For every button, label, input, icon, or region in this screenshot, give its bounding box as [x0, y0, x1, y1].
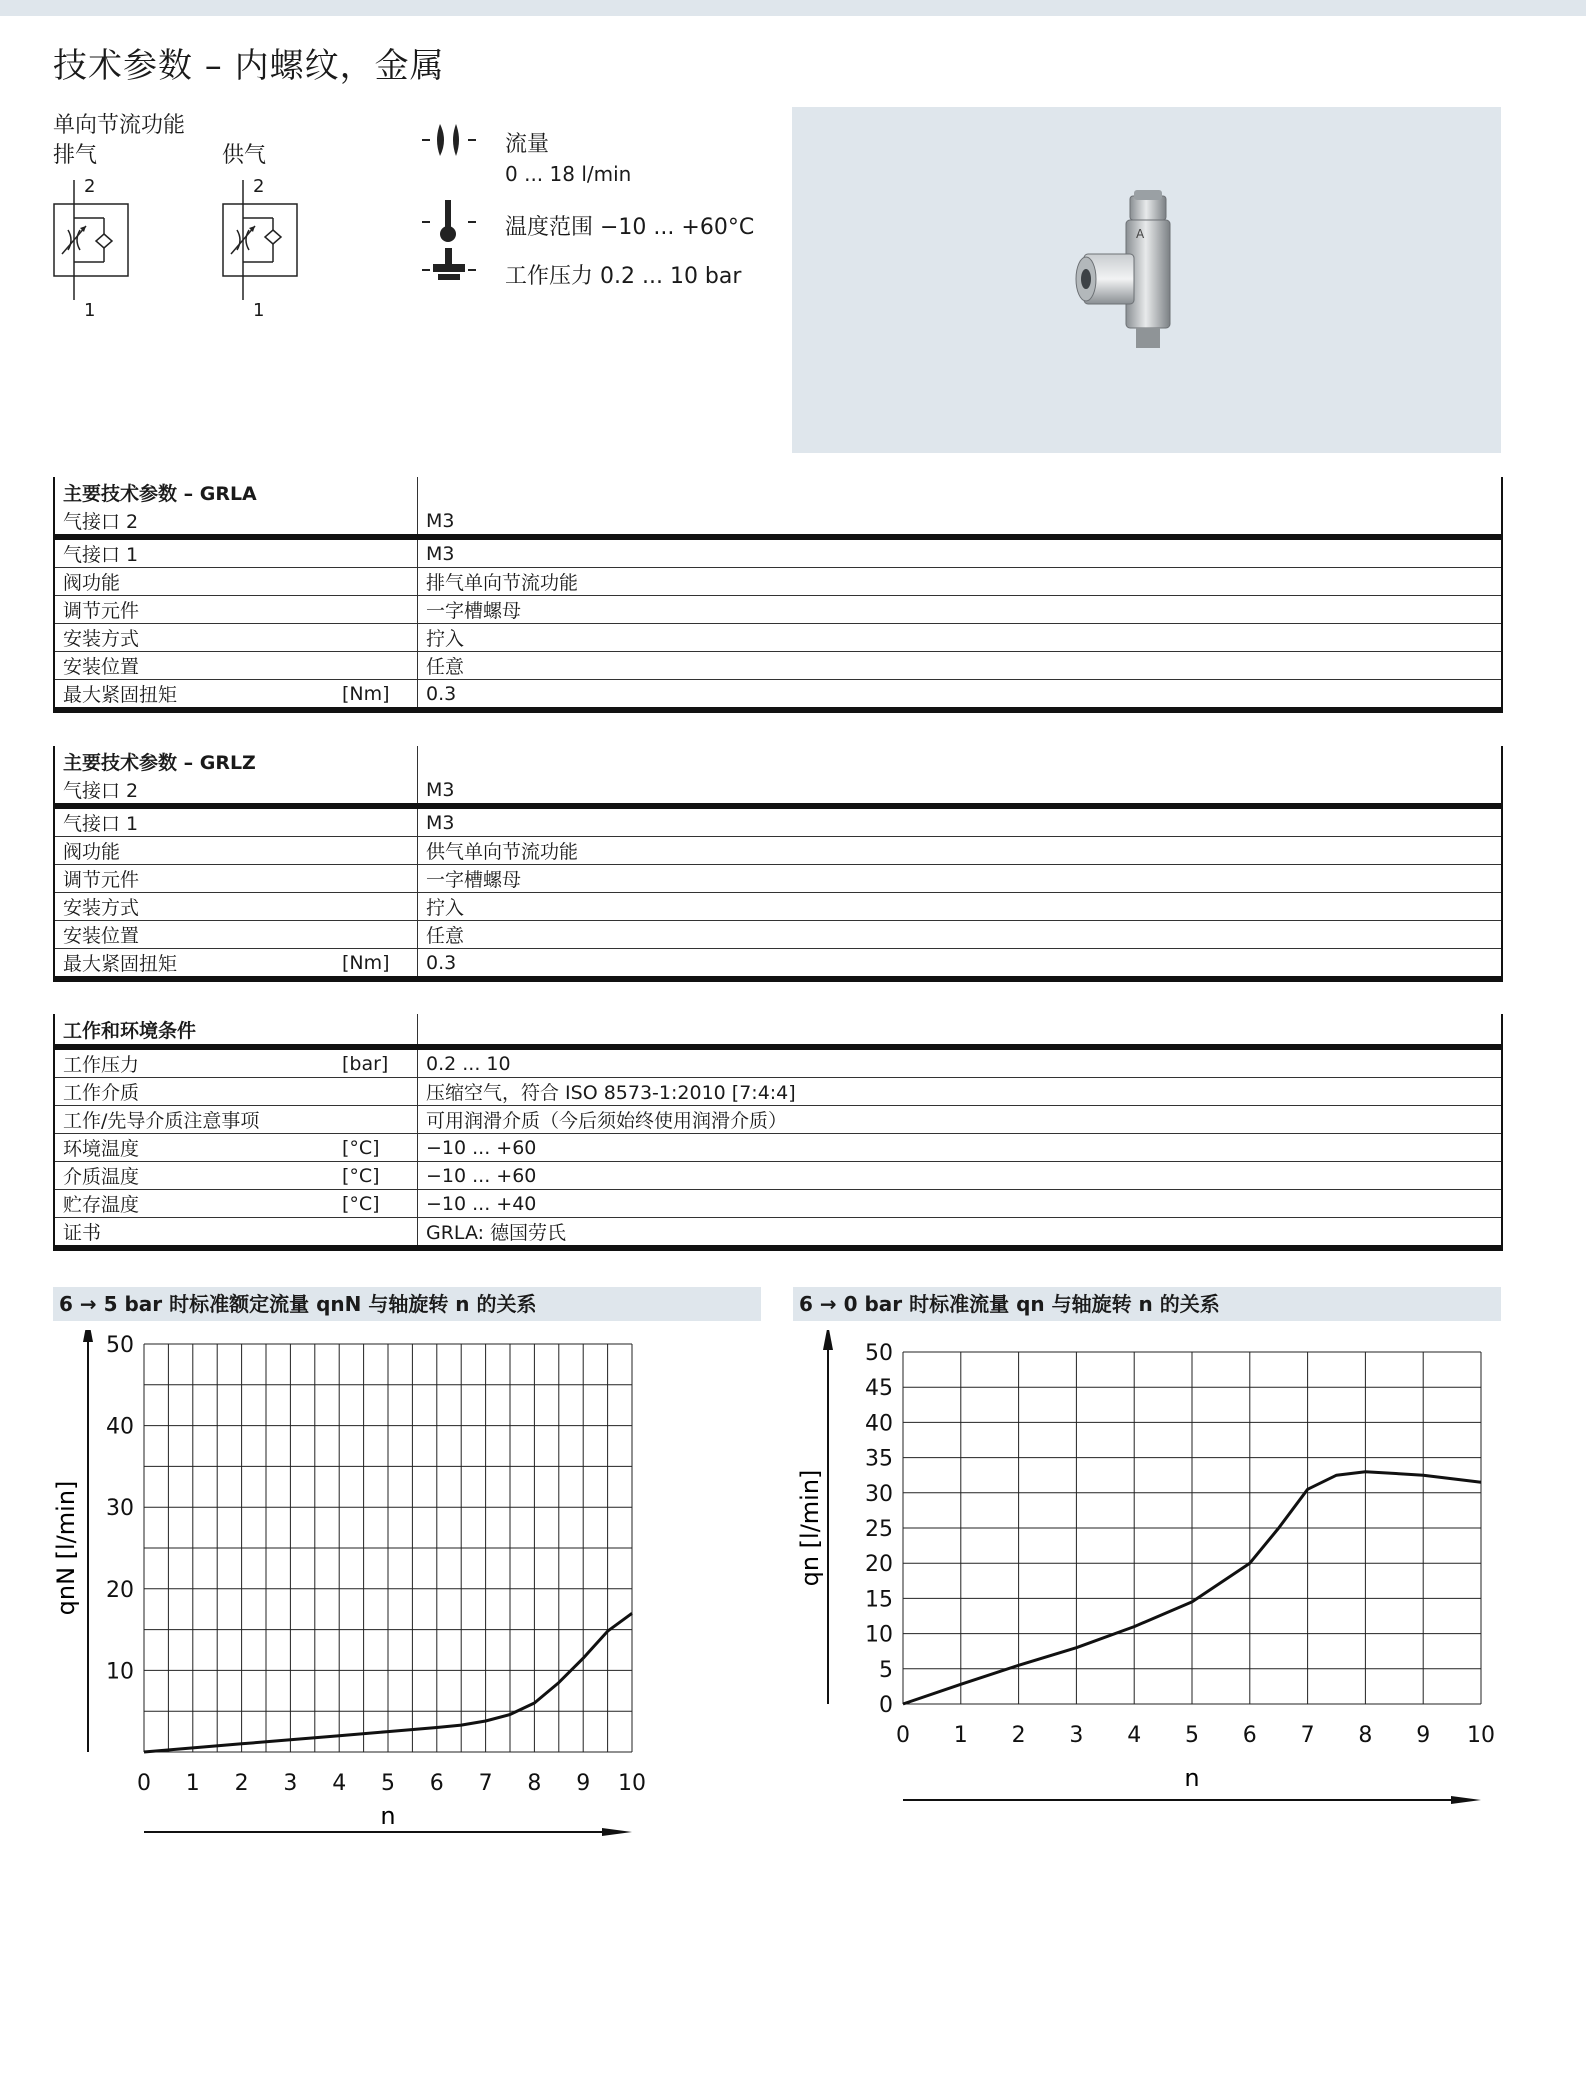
- table-title: 工作和环境条件: [54, 1014, 334, 1047]
- chart-qn-vs-n: [780, 1330, 1500, 1830]
- x-tick-label: 6: [429, 1771, 444, 1796]
- symbol-port-bottom: 1: [84, 300, 96, 321]
- table-title: 主要技术参数 – GRLZ: [54, 746, 334, 776]
- y-tick-label: 40: [865, 1411, 893, 1437]
- x-tick-label: 2: [1011, 1723, 1026, 1748]
- y-tick-label: 10: [106, 1659, 134, 1685]
- top-band: [0, 0, 1586, 16]
- x-tick-label: 8: [1358, 1723, 1373, 1748]
- x-tick-label: 7: [1300, 1723, 1315, 1748]
- function-title: 单向节流功能: [53, 113, 186, 138]
- x-tick-label: 5: [381, 1771, 395, 1796]
- y-tick-label: 30: [865, 1481, 893, 1507]
- chart-qnN-vs-n: [40, 1330, 760, 1850]
- pressure-gauge-icon: [420, 246, 478, 286]
- y-tick-label: 30: [106, 1496, 134, 1522]
- x-tick-label: 3: [283, 1771, 298, 1796]
- y-tick-label: 40: [106, 1414, 134, 1440]
- y-tick-label: 20: [106, 1577, 134, 1603]
- symbol-label-exhaust: 排气: [53, 143, 98, 168]
- table-title: 主要技术参数 – GRLA: [54, 477, 334, 507]
- throttle-check-valve-symbol-exhaust: [52, 180, 132, 320]
- x-tick-label: 10: [618, 1771, 646, 1796]
- x-axis-label: n: [1184, 1764, 1200, 1792]
- x-tick-label: 3: [1069, 1723, 1084, 1748]
- x-tick-label: 1: [953, 1723, 968, 1748]
- x-tick-label: 9: [576, 1771, 591, 1796]
- symbol-port-top: 2: [253, 176, 265, 197]
- thermometer-icon: [420, 198, 478, 244]
- symbol-port-top: 2: [84, 176, 96, 197]
- x-tick-label: 6: [1242, 1723, 1257, 1748]
- spec-pressure: 工作压力 0.2 ... 10 bar: [505, 264, 742, 289]
- product-image: [1070, 190, 1200, 370]
- y-tick-label: 50: [865, 1341, 893, 1366]
- y-tick-label: 50: [106, 1333, 134, 1358]
- page-title: 技术参数 – 内螺纹，金属: [53, 46, 445, 86]
- y-tick-label: 45: [865, 1376, 893, 1402]
- x-tick-label: 7: [478, 1771, 493, 1796]
- y-axis-label: qn [l/min]: [796, 1469, 824, 1587]
- y-tick-label: 5: [879, 1657, 893, 1683]
- x-tick-label: 2: [234, 1771, 249, 1796]
- y-tick-label: 0: [879, 1693, 893, 1718]
- x-tick-label: 0: [896, 1723, 910, 1748]
- svg-text:A: A: [1136, 227, 1145, 241]
- table-grla: 主要技术参数 – GRLA 气接口 2 M3 气接口 1 M3 阀功能 排气单向节流功能 调节元件 一字槽螺母 安装方式 拧入 安装位置 任意 最大紧固扭矩 [Nm] 0.3: [53, 477, 1503, 713]
- y-tick-label: 15: [865, 1587, 893, 1613]
- x-tick-label: 4: [1127, 1723, 1142, 1748]
- spec-temperature: 温度范围 −10 ... +60°C: [505, 215, 755, 240]
- x-tick-label: 0: [137, 1771, 151, 1796]
- symbol-port-bottom: 1: [253, 300, 265, 321]
- flow-icon: [420, 120, 478, 160]
- symbol-label-supply: 供气: [222, 143, 267, 168]
- x-tick-label: 5: [1185, 1723, 1199, 1748]
- x-tick-label: 10: [1467, 1723, 1495, 1748]
- spec-flow-label: 流量: [505, 132, 550, 157]
- chart-title-left: 6 → 5 bar 时标准额定流量 qnN 与轴旋转 n 的关系: [53, 1287, 761, 1321]
- table-operating-conditions: 工作和环境条件 工作压力 [bar] 0.2 ... 10 工作介质 压缩空气，符合 ISO 8573-1:2010 [7:4:4] 工作/先导介质注意事项 可用润滑介质（今后须始终使用润滑介质） 环境温度 [°C] −10 ... +60 介质温度 [°C] −10 ... +60 贮存温度 [°C] −10 ... +40 证书 GRLA: 德国劳氏: [53, 1014, 1503, 1251]
- x-axis-label: n: [380, 1802, 396, 1830]
- y-tick-label: 10: [865, 1622, 893, 1648]
- x-tick-label: 1: [185, 1771, 200, 1796]
- chart-title-right: 6 → 0 bar 时标准流量 qn 与轴旋转 n 的关系: [793, 1287, 1501, 1321]
- table-grlz: 主要技术参数 – GRLZ 气接口 2 M3 气接口 1 M3 阀功能 供气单向节流功能 调节元件 一字槽螺母 安装方式 拧入 安装位置 任意 最大紧固扭矩 [Nm] 0.3: [53, 746, 1503, 982]
- y-tick-label: 25: [865, 1517, 893, 1542]
- throttle-check-valve-symbol-supply: [221, 180, 301, 320]
- y-tick-label: 35: [865, 1446, 893, 1472]
- x-tick-label: 8: [527, 1771, 542, 1796]
- spec-flow-value: 0 ... 18 l/min: [505, 162, 632, 186]
- x-tick-label: 9: [1416, 1723, 1431, 1748]
- x-tick-label: 4: [332, 1771, 347, 1796]
- y-tick-label: 20: [865, 1552, 893, 1578]
- y-axis-label: qnN [l/min]: [52, 1480, 80, 1616]
